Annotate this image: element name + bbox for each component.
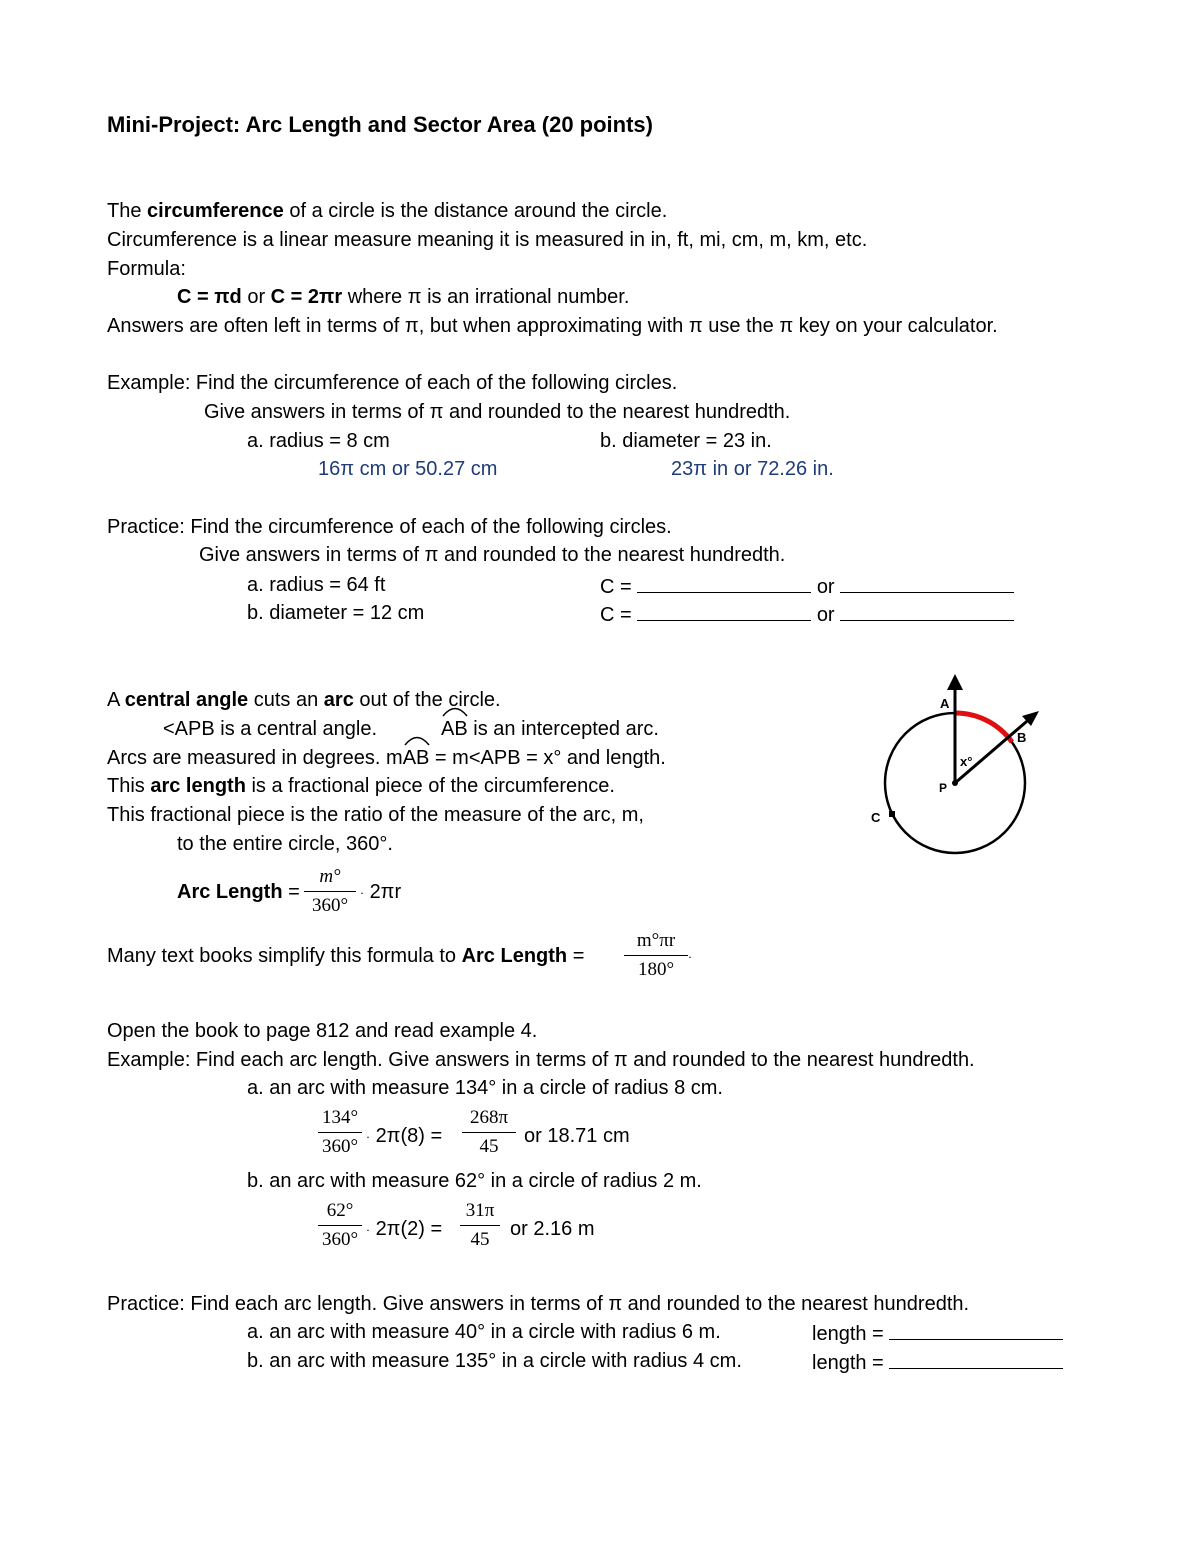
practice-2-answer-a: length =	[812, 1320, 1063, 1346]
example-2-item-a: a. an arc with measure 134° in a circle of radius 8 cm.	[247, 1077, 723, 1099]
label-x-angle: x°	[960, 754, 973, 769]
practice-1-answer-row-b: C = or	[600, 601, 1014, 627]
practice-2-answer-b: length =	[812, 1349, 1063, 1375]
formula-fraction: m° 360°	[304, 866, 356, 917]
answer-blank-pi[interactable]	[637, 573, 811, 593]
practice-1-item-b: b. diameter = 12 cm	[247, 602, 425, 624]
arc-ab-notation: AB	[441, 717, 468, 741]
label-a: A	[940, 696, 950, 711]
practice-2-heading: Practice: Find each arc length. Give answers in terms of π and rounded to the nearest hundredth.	[107, 1293, 970, 1315]
linear-measure-text: Circumference is a linear measure meaning it is measured in in, ft, mi, cm, m, km, etc.	[107, 229, 868, 251]
fraction-explanation-cont: to the entire circle, 360°.	[177, 833, 393, 855]
example-1-answer-a: 16π cm or 50.27 cm	[318, 458, 498, 480]
arc-length-formula-label: Arc Length =	[177, 881, 300, 903]
example-2a-result-fraction: 268π 45	[462, 1107, 516, 1158]
example-1-answer-b: 23π in or 72.26 in.	[671, 458, 834, 480]
example-2-heading: Example: Find each arc length. Give answers in terms of π and rounded to the nearest hundredth.	[107, 1049, 975, 1071]
arc-length-definition: This arc length is a fractional piece of the circumference.	[107, 775, 615, 797]
label-c: C	[871, 810, 881, 825]
page-title: Mini-Project: Arc Length and Sector Area (20 points)	[107, 112, 653, 137]
intercepted-arc-ab	[955, 713, 1012, 742]
practice-2-item-a: a. an arc with measure 40° in a circle with radius 6 m.	[247, 1321, 721, 1343]
arc-symbol-icon	[441, 703, 469, 717]
example-1-instructions: Give answers in terms of π and rounded to the nearest hundredth.	[204, 401, 791, 423]
central-angle-line: <APB is a central angle. AB is an intercepted arc.	[163, 717, 659, 741]
arc-symbol-icon	[403, 732, 431, 746]
simplified-formula-line: Many text books simplify this formula to Arc Length =	[107, 945, 585, 967]
example-1-item-b: b. diameter = 23 in.	[600, 430, 772, 452]
arrowhead-a-icon	[947, 674, 963, 690]
simplified-dot: ·	[688, 949, 692, 964]
formula-tail: · 2πr	[360, 881, 402, 903]
length-answer-blank[interactable]	[889, 1349, 1063, 1369]
central-angle-definition: A central angle cuts an arc out of the circle.	[107, 689, 501, 711]
example-2a-middle: · 2π(8) =	[366, 1125, 443, 1147]
label-p: P	[939, 781, 948, 795]
example-2a-fraction: 134° 360°	[318, 1107, 362, 1158]
example-2b-result-fraction: 31π 45	[460, 1200, 500, 1251]
example-2b-decimal: or 2.16 m	[510, 1218, 595, 1240]
approximation-note: Answers are often left in terms of π, but when approximating with π use the π key on your calculator.	[107, 315, 998, 337]
point-c-marker	[889, 811, 895, 817]
practice-1-answer-row-a: C = or	[600, 573, 1014, 599]
example-2b-fraction: 62° 360°	[318, 1200, 362, 1251]
central-angle-diagram	[860, 668, 1060, 868]
arc-measure-line: Arcs are measured in degrees. m AB = m<APB = x° and length.	[107, 746, 666, 770]
book-reference: Open the book to page 812 and read example 4.	[107, 1020, 538, 1042]
answer-blank-decimal[interactable]	[840, 601, 1014, 621]
practice-2-item-b: b. an arc with measure 135° in a circle with radius 4 cm.	[247, 1350, 742, 1372]
answer-blank-decimal[interactable]	[840, 573, 1014, 593]
example-2a-decimal: or 18.71 cm	[524, 1125, 630, 1147]
arc-ab-notation: AB	[403, 746, 430, 770]
fraction-explanation: This fractional piece is the ratio of the measure of the arc, m,	[107, 804, 644, 826]
example-2-item-b: b. an arc with measure 62° in a circle of radius 2 m.	[247, 1170, 702, 1192]
formula-label: Formula:	[107, 258, 186, 280]
practice-1-heading: Practice: Find the circumference of each of the following circles.	[107, 516, 672, 538]
answer-blank-pi[interactable]	[637, 601, 811, 621]
center-point-p	[952, 780, 958, 786]
practice-1-item-a: a. radius = 64 ft	[247, 574, 386, 596]
practice-1-instructions: Give answers in terms of π and rounded to the nearest hundredth.	[199, 544, 786, 566]
circumference-formula: C = πd or C = 2πr where π is an irrational number.	[177, 286, 630, 308]
label-b: B	[1017, 730, 1027, 745]
simplified-fraction: m°πr 180°	[624, 930, 688, 981]
example-2b-middle: · 2π(2) =	[366, 1218, 443, 1240]
example-1-heading: Example: Find the circumference of each of the following circles.	[107, 372, 678, 394]
circumference-definition: The circumference of a circle is the distance around the circle.	[107, 200, 668, 222]
example-1-item-a: a. radius = 8 cm	[247, 430, 390, 452]
length-answer-blank[interactable]	[889, 1320, 1063, 1340]
